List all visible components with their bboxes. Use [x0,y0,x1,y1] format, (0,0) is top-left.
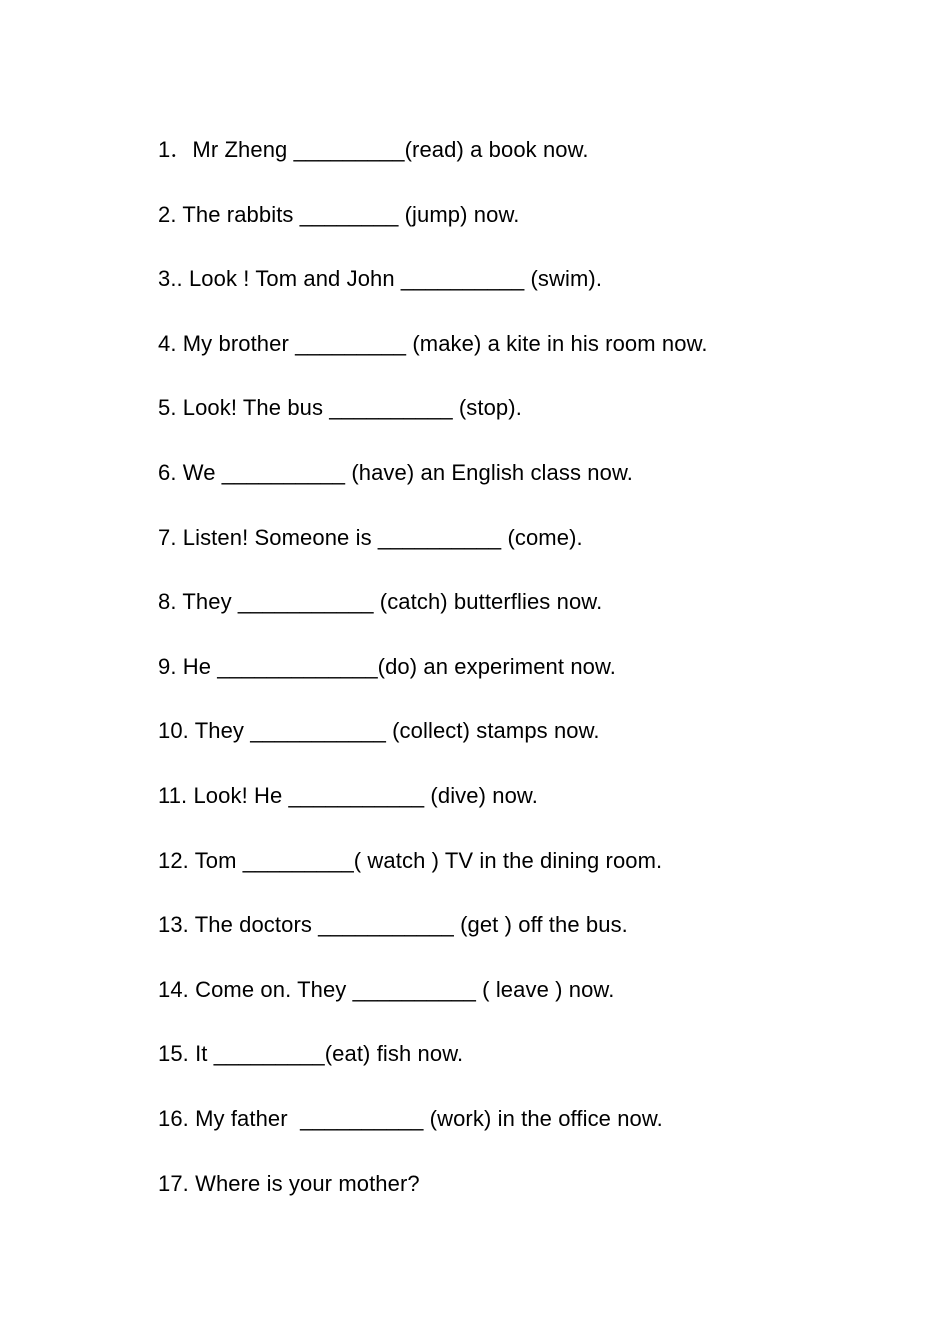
exercise-list [158,132,878,1230]
exercise-item-17: 17. Where is your mother? [158,1170,420,1196]
exercise-item-9: 9. He _____________(do) an experiment now. [158,653,616,679]
exercise-item-13: 13. The doctors ___________ (get ) off the bus. [158,912,628,938]
exercise-item-1: 1．Mr Zheng _________(read) a book now. [158,137,589,162]
exercise-item-7: 7. Listen! Someone is __________ (come). [158,524,583,550]
exercise-item-12: 12. Tom _________( watch ) TV in the dining room. [158,847,663,873]
exercise-item-8: 8. They ___________ (catch) butterflies now. [158,589,603,615]
exercise-item-15: 15. It _________(eat) fish now. [158,1041,464,1067]
exercise-item-10: 10. They ___________ (collect) stamps now. [158,718,600,744]
exercise-item-16: 16. My father __________ (work) in the office now. [158,1105,663,1131]
exercise-item-14: 14. Come on. They __________ ( leave ) now. [158,976,615,1002]
exercise-item-11: 11. Look! He ___________ (dive) now. [158,782,538,808]
exercise-item-4: 4. My brother _________ (make) a kite in his room now. [158,330,708,356]
exercise-item-2: 2. The rabbits ________ (jump) now. [158,201,520,227]
exercise-item-6: 6. We __________ (have) an English class now. [158,459,633,485]
exercise-item-3: 3.. Look ! Tom and John __________ (swim). [158,266,603,292]
exercise-item-5: 5. Look! The bus __________ (stop). [158,395,522,421]
